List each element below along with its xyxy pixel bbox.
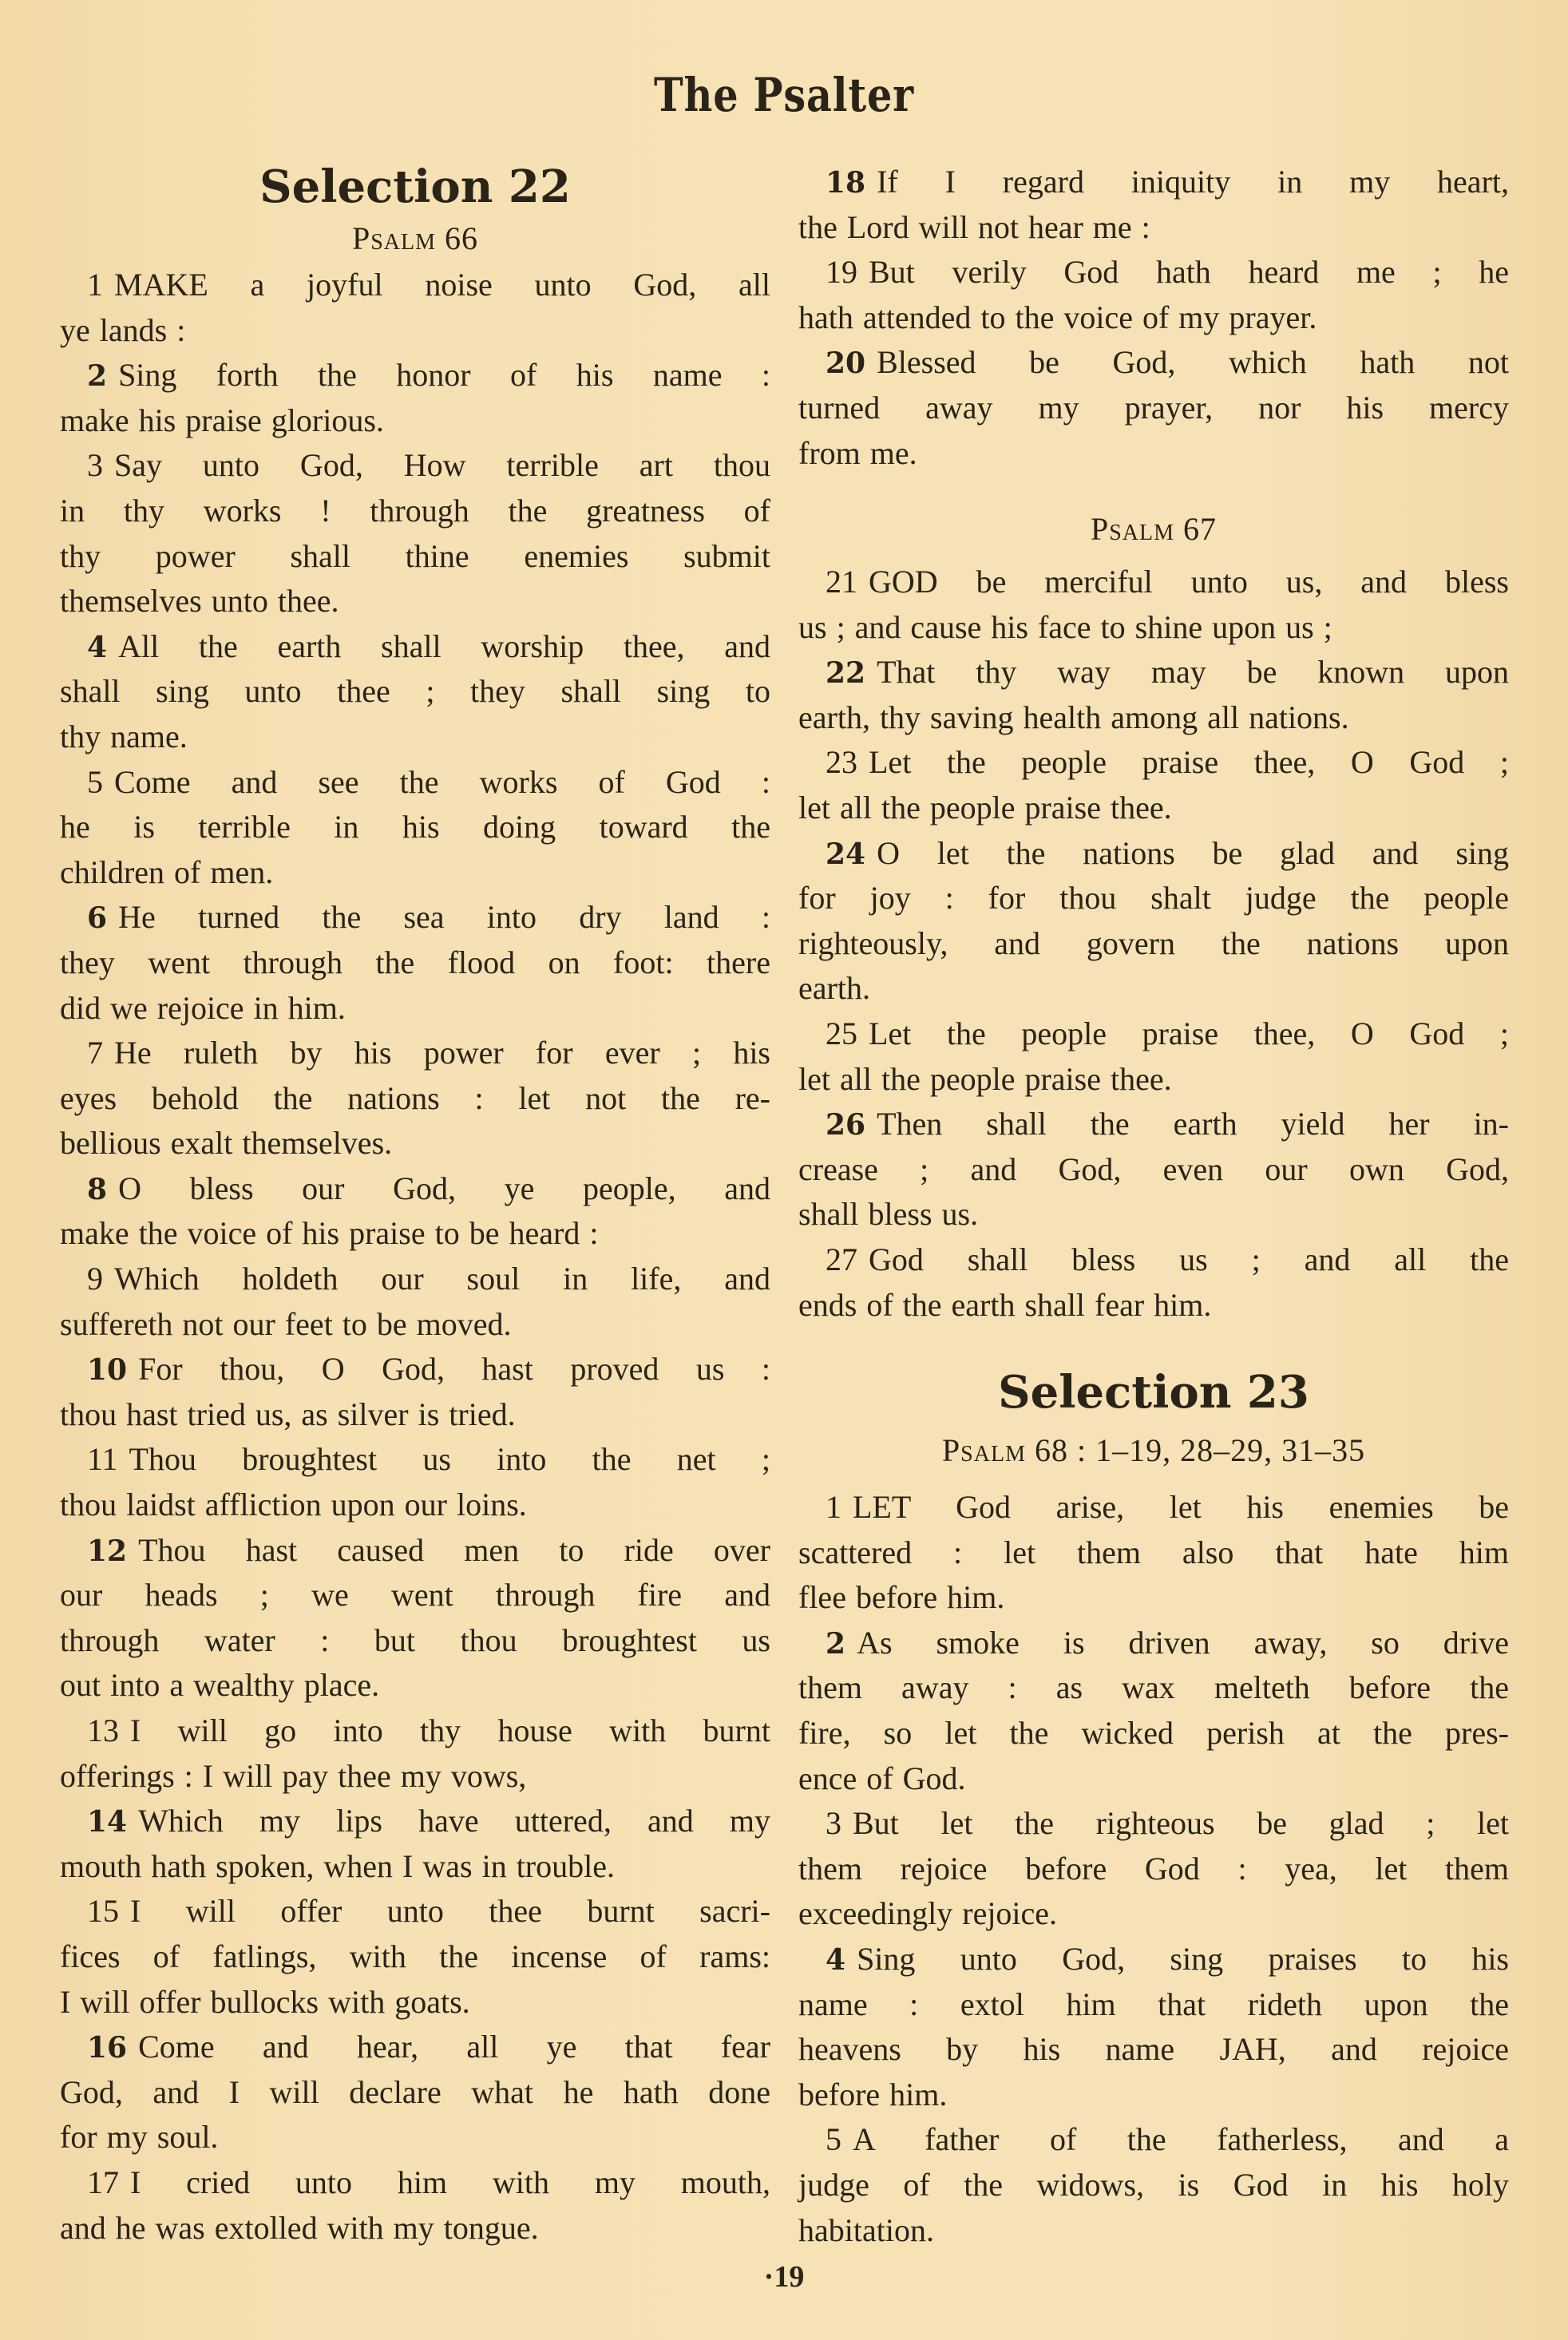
verse-text: As smoke is driven away, so drive — [857, 1624, 1509, 1661]
verse-text: through water : but thou broughtest us — [60, 1621, 770, 1658]
verse-line — [798, 340, 1509, 386]
verse-number: 15 — [87, 1893, 119, 1930]
verse-line — [60, 1392, 770, 1438]
verse-line — [798, 2073, 1509, 2118]
verse-text: he is terrible in his doing toward the — [60, 809, 770, 845]
verse-text: habitation. — [798, 2211, 934, 2248]
verse-number: 21 — [826, 564, 857, 600]
verse-list — [798, 1485, 1509, 2253]
verse-text: the Lord will not hear me : — [798, 208, 1150, 245]
verse-line — [798, 1192, 1509, 1237]
verse-text: If I regard iniquity in my heart, — [877, 164, 1509, 200]
verse-line — [798, 1801, 1509, 1847]
verse-text: He ruleth by his power for ever ; his — [114, 1035, 770, 1071]
verse-line — [798, 1756, 1509, 1802]
verse-line — [60, 1889, 770, 1934]
verse-line — [60, 2206, 770, 2251]
verse-number: 26 — [826, 1108, 866, 1142]
verse-text: mouth hath spoken, when I was in trouble. — [60, 1847, 615, 1884]
verse-text: did we rejoice in him. — [60, 989, 346, 1026]
verse-text: I cried unto him with my mouth, — [130, 2164, 770, 2200]
verse-line — [60, 1528, 770, 1574]
verse-line — [798, 831, 1509, 877]
verse-text: make the voice of his praise to be heard : — [60, 1215, 599, 1252]
verse-text: For thou, O God, hast proved us : — [138, 1351, 770, 1388]
verse-line — [60, 805, 770, 850]
verse-text: Come and see the works of God : — [114, 763, 770, 800]
verse-line — [798, 786, 1509, 831]
verse-number: 11 — [87, 1441, 118, 1478]
verse-line — [60, 1302, 770, 1348]
verse-text: But let the righteous be glad ; let — [853, 1805, 1509, 1842]
running-header: The Psalter — [653, 68, 915, 122]
verse-text: Come and hear, all ye that fear — [138, 2029, 770, 2065]
verse-list — [798, 160, 1509, 476]
verse-list — [60, 263, 770, 2251]
verse-number: 13 — [87, 1712, 119, 1748]
verse-line — [60, 534, 770, 580]
verse-text: for my soul. — [60, 2119, 219, 2156]
verse-line — [798, 386, 1509, 431]
verse-text: I will offer bullocks with goats. — [60, 1983, 470, 2020]
verse-line — [798, 1621, 1509, 1666]
verse-text: make his praise glorious. — [60, 402, 384, 438]
verse-text: Sing unto God, sing praises to his — [857, 1940, 1509, 1977]
verse-text: Let the people praise thee, O God ; — [869, 1015, 1509, 1051]
verse-line — [60, 1844, 770, 1890]
verse-line — [798, 650, 1509, 695]
verse-text: fire, so let the wicked perish at the pres- — [798, 1714, 1509, 1751]
verse-text: MAKE a joyful noise unto God, all — [114, 267, 770, 303]
verse-line — [60, 850, 770, 896]
verse-number: 1 — [87, 267, 103, 303]
verse-line — [798, 1891, 1509, 1937]
verse-number: 7 — [87, 1035, 103, 1071]
verse-line — [60, 1257, 770, 1302]
verse-text: fices of fatlings, with the incense of rams: — [60, 1938, 770, 1974]
psalm-heading: Psalm 67 — [1090, 511, 1218, 547]
verse-line — [60, 1483, 770, 1528]
verse-line — [60, 353, 770, 398]
verse-line — [798, 160, 1509, 205]
verse-line — [60, 1031, 770, 1076]
verse-text: let all the people praise thee. — [798, 789, 1172, 826]
verse-text: I will offer unto thee burnt sacri- — [130, 1893, 770, 1930]
verse-line — [798, 1937, 1509, 1982]
verse-line — [798, 605, 1509, 651]
verse-line — [60, 1618, 770, 1664]
verse-line — [60, 263, 770, 308]
verse-line — [60, 760, 770, 806]
verse-line — [60, 2115, 770, 2160]
verse-text: shall sing unto thee ; they shall sing to — [60, 673, 770, 710]
verse-line — [798, 1237, 1509, 1283]
verse-text: earth, thy saving health among all nations. — [798, 699, 1349, 735]
verse-line — [60, 579, 770, 624]
verse-number: 16 — [87, 2031, 128, 2065]
verse-line — [798, 695, 1509, 741]
verse-text: in thy works ! through the greatness of — [60, 492, 770, 529]
verse-line — [798, 2117, 1509, 2163]
verse-text: Sing forth the honor of his name : — [118, 357, 770, 394]
verse-text: crease ; and God, even our own God, — [798, 1150, 1509, 1187]
verse-line — [60, 1708, 770, 1754]
psalm-heading: Psalm 68 : 1–19, 28–29, 31–35 — [941, 1432, 1366, 1468]
verse-text: children of men. — [60, 853, 274, 890]
verse-line — [798, 921, 1509, 967]
verse-line — [60, 1166, 770, 1212]
verse-text: suffereth not our feet to be moved. — [60, 1305, 512, 1342]
verse-number: 4 — [826, 1942, 846, 1977]
verse-line — [798, 1102, 1509, 1147]
verse-text: God, and I will declare what he hath done — [60, 2073, 770, 2110]
verse-text: offerings : I will pay thee my vows, — [60, 1757, 527, 1794]
verse-line — [60, 1573, 770, 1618]
verse-line — [60, 1211, 770, 1257]
verse-number: 3 — [826, 1805, 841, 1842]
verse-text: they went through the flood on foot: there — [60, 944, 770, 980]
verse-line — [60, 2160, 770, 2206]
verse-line — [798, 1283, 1509, 1328]
verse-line — [798, 1012, 1509, 1057]
verse-text: I will go into thy house with burnt — [130, 1712, 770, 1748]
verse-text: Thou broughtest us into the net ; — [129, 1441, 770, 1478]
verse-line — [798, 1665, 1509, 1711]
verse-text: Let the people praise thee, O God ; — [869, 744, 1509, 781]
verse-text: before him. — [798, 2076, 948, 2112]
verse-line — [60, 986, 770, 1031]
verse-line — [798, 1575, 1509, 1621]
verse-text: Which holdeth our soul in life, and — [114, 1261, 770, 1297]
verse-number: 8 — [87, 1172, 108, 1206]
verse-number: 4 — [87, 630, 108, 664]
verse-text: Blessed be God, which hath not — [877, 344, 1509, 381]
verse-line — [798, 876, 1509, 921]
verse-line — [60, 1663, 770, 1708]
verse-number: 19 — [826, 254, 857, 291]
verse-line — [60, 1437, 770, 1483]
verse-line — [798, 431, 1509, 477]
verse-text: bellious exalt themselves. — [60, 1125, 393, 1162]
verse-line — [60, 398, 770, 444]
verse-line — [798, 2208, 1509, 2254]
verse-text: Say unto God, How terrible art thou — [114, 447, 770, 484]
verse-line — [798, 2027, 1509, 2073]
verse-line — [798, 1711, 1509, 1756]
verse-number: 5 — [87, 763, 103, 800]
verse-line — [798, 295, 1509, 341]
verse-text: ends of the earth shall fear him. — [798, 1286, 1212, 1323]
verse-text: LET God arise, let his enemies be — [853, 1489, 1509, 1525]
verse-line — [60, 1754, 770, 1800]
verse-number: 24 — [826, 837, 866, 871]
verse-line — [60, 1121, 770, 1166]
verse-line — [60, 489, 770, 534]
verse-line — [798, 966, 1509, 1012]
verse-text: hath attended to the voice of my prayer. — [798, 299, 1317, 335]
verse-text: scattered : let them also that hate him — [798, 1534, 1509, 1570]
verse-number: 2 — [87, 359, 108, 394]
verse-number: 14 — [87, 1805, 128, 1839]
verse-line — [798, 250, 1509, 295]
verse-line — [798, 2163, 1509, 2208]
verse-text: O let the nations be glad and sing — [877, 834, 1509, 871]
verse-text: for joy : for thou shalt judge the people — [798, 880, 1509, 917]
verse-text: GOD be merciful unto us, and bless — [869, 564, 1509, 600]
verse-text: heavens by his name JAH, and rejoice — [798, 2031, 1509, 2068]
verse-line — [798, 205, 1509, 251]
verse-text: judge of the widows, is God in his holy — [798, 2166, 1509, 2203]
verse-number: 12 — [87, 1534, 128, 1568]
verse-number: 17 — [87, 2164, 119, 2200]
verse-text: and he was extolled with my tongue. — [60, 2209, 539, 2246]
verse-text: let all the people praise thee. — [798, 1060, 1172, 1097]
verse-line — [798, 740, 1509, 786]
verse-text: exceedingly rejoice. — [798, 1895, 1058, 1932]
verse-line — [60, 1980, 770, 2025]
verse-text: ence of God. — [798, 1760, 966, 1796]
verse-text: O bless our God, ye people, and — [118, 1170, 770, 1206]
verse-text: Then shall the earth yield her in- — [877, 1106, 1509, 1142]
verse-number: 5 — [826, 2121, 841, 2158]
verse-text: That thy way may be known upon — [877, 654, 1509, 691]
verse-number: 1 — [826, 1489, 841, 1525]
verse-line — [60, 308, 770, 354]
selection-heading: Selection 22 — [259, 160, 571, 213]
verse-text: thou laidst affliction upon our loins. — [60, 1487, 527, 1523]
verse-line — [798, 1982, 1509, 2028]
verse-text: thy power shall thine enemies submit — [60, 537, 770, 574]
selection-heading: Selection 23 — [998, 1366, 1309, 1419]
verse-text: A father of the fatherless, and a — [853, 2121, 1509, 2158]
verse-text: But verily God hath heard me ; he — [869, 254, 1509, 291]
verse-text: them away : as wax melteth before the — [798, 1669, 1509, 1706]
verse-number: 18 — [826, 166, 866, 200]
verse-text: eyes behold the nations : let not the re- — [60, 1079, 770, 1116]
verse-text: us ; and cause his face to shine upon us ; — [798, 608, 1332, 645]
verse-line — [60, 715, 770, 760]
verse-line — [798, 1147, 1509, 1193]
verse-line — [60, 669, 770, 715]
verse-text: Thou hast caused men to ride over — [138, 1531, 770, 1568]
verse-line — [798, 1057, 1509, 1103]
page-number: ·19 — [763, 2260, 805, 2294]
verse-text: out into a wealthy place. — [60, 1667, 380, 1704]
verse-text: ye lands : — [60, 311, 186, 348]
verse-line — [60, 1076, 770, 1122]
verse-line — [60, 624, 770, 670]
verse-text: our heads ; we went through fire and — [60, 1577, 770, 1613]
verse-text: themselves unto thee. — [60, 583, 339, 620]
verse-number: 20 — [826, 346, 866, 381]
verse-text: God shall bless us ; and all the — [869, 1241, 1509, 1277]
verse-text: turned away my prayer, nor his mercy — [798, 389, 1509, 426]
verse-text: flee before him. — [798, 1579, 1005, 1616]
verse-line — [798, 1847, 1509, 1892]
verse-text: Which my lips have uttered, and my — [138, 1803, 770, 1839]
verse-number: 9 — [87, 1261, 103, 1297]
verse-text: shall bless us. — [798, 1196, 979, 1233]
verse-text: from me. — [798, 434, 917, 471]
verse-number: 27 — [826, 1241, 857, 1277]
verse-line — [60, 940, 770, 986]
verse-line — [798, 1530, 1509, 1576]
verse-line — [60, 1799, 770, 1844]
verse-line — [798, 1485, 1509, 1530]
verse-text: thou hast tried us, as silver is tried. — [60, 1396, 516, 1432]
verse-text: them rejoice before God : yea, let them — [798, 1850, 1509, 1887]
verse-number: 10 — [87, 1353, 128, 1388]
verse-text: righteously, and govern the nations upon — [798, 925, 1509, 961]
verse-number: 6 — [87, 901, 108, 936]
verse-line — [60, 1934, 770, 1980]
psalm-heading: Psalm 66 — [351, 220, 479, 256]
verse-number: 22 — [826, 656, 866, 691]
verse-line — [60, 443, 770, 489]
verse-text: thy name. — [60, 718, 188, 754]
verse-text: earth. — [798, 970, 870, 1007]
verse-line — [798, 560, 1509, 605]
verse-text: name : extol him that rideth upon the — [798, 1986, 1509, 2022]
verse-list — [798, 560, 1509, 1328]
verse-line — [60, 1347, 770, 1392]
verse-line — [60, 2070, 770, 2116]
verse-number: 3 — [87, 447, 103, 484]
verse-line — [60, 895, 770, 940]
verse-line — [60, 2025, 770, 2070]
verse-number: 25 — [826, 1015, 857, 1051]
verse-number: 23 — [826, 744, 857, 781]
verse-text: He turned the sea into dry land : — [118, 899, 770, 936]
verse-text: All the earth shall worship thee, and — [118, 628, 770, 664]
verse-number: 2 — [826, 1626, 846, 1661]
